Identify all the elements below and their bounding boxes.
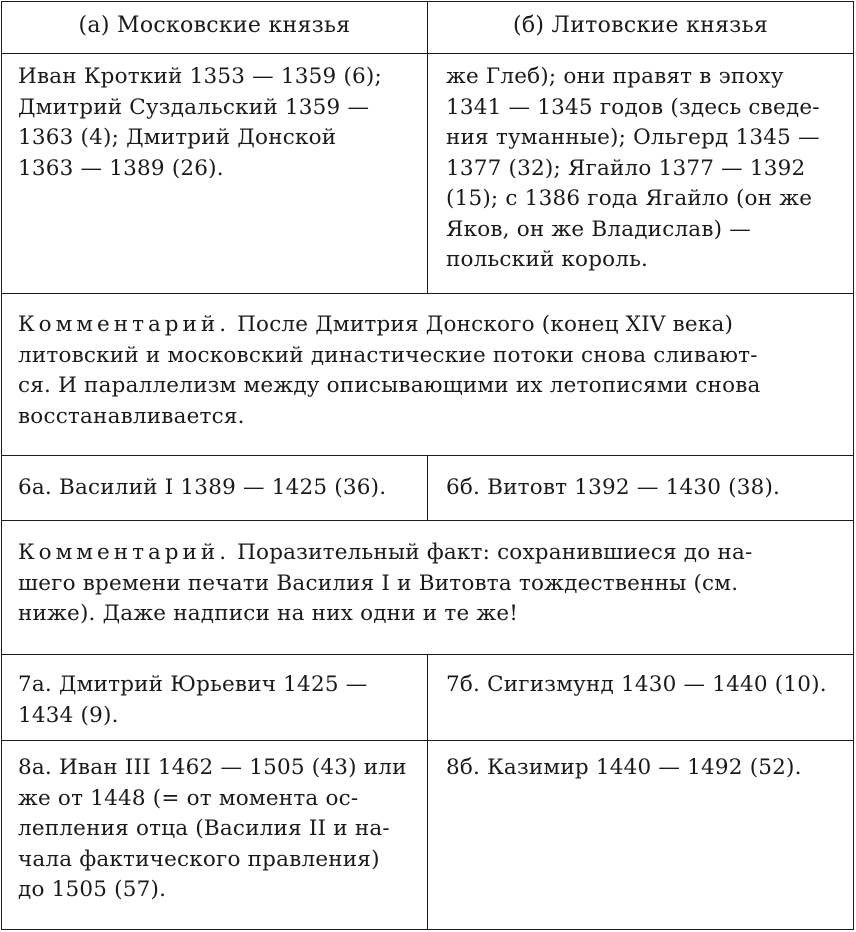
moscow-princes-cell-8 [2, 741, 428, 929]
lithuanian-princes-cell-1 [428, 54, 853, 293]
text-line: ния туманные); Ольгерд 1345 — [446, 125, 820, 150]
header-lithuanian-princes: (б) Литовские князья [512, 13, 769, 38]
comment-text: Поразительный факт: сохранившиеся до на- [230, 540, 753, 565]
text-line: 1341 — 1345 годов (здесь сведе- [446, 94, 820, 120]
text-line: 7а. Дмитрий Юрьевич 1425 — [18, 672, 368, 697]
moscow-princes-cell-7 [2, 655, 428, 740]
text-line: лепления отца (Василия II и на- [18, 816, 390, 841]
text-line: чала фактического правления) [18, 846, 380, 872]
comment-label: Комментарий. [18, 540, 231, 565]
lithuanian-princes-cell-8: 8б. Казимир 1440 — 1492 (52). [446, 755, 802, 780]
text-line: литовский и московский династические потоки снова сливают- [18, 342, 758, 368]
text-line: 8а. Иван III 1462 — 1505 (43) или [18, 755, 407, 780]
table-row-7 [2, 655, 853, 741]
text-line: же от 1448 (= от момента ос- [18, 785, 359, 811]
moscow-princes-cell-6: 6а. Василий I 1389 — 1425 (36). [2, 456, 428, 520]
header-moscow-princes: (а) Московские князья [2, 2, 428, 53]
text-line: шего времени печати Василия I и Витовта тождественны (см. [18, 570, 739, 596]
text-line: 1363 — 1389 (26). [18, 155, 224, 181]
comment-block-1 [2, 294, 853, 455]
table-row-1 [2, 54, 853, 294]
chronology-table [1, 1, 854, 930]
text-line: 1363 (4); Дмитрий Донской [18, 125, 337, 150]
comment-block-2 [2, 521, 853, 654]
text-line: Дмитрий Суздальский 1359 — [18, 94, 370, 120]
comment-row-1 [2, 294, 853, 456]
table-row-6 [2, 456, 853, 521]
text-line: до 1505 (57). [18, 877, 167, 902]
text-line: 1377 (32); Ягайло 1377 — 1392 [446, 155, 806, 181]
text-line: Яков, он же Владислав) — [446, 216, 751, 242]
text-line: ся. И параллелизм между описывающими их летописями снова [18, 373, 761, 398]
moscow-princes-cell-1 [2, 54, 428, 293]
lithuanian-princes-cell-7: 7б. Сигизмунд 1430 — 1440 (10). [446, 672, 827, 697]
comment-label: Комментарий. [18, 312, 231, 337]
table-row-8 [2, 741, 853, 929]
text-line: восстанавливается. [18, 403, 245, 429]
text-line: 1434 (9). [18, 702, 119, 728]
table-header-row [2, 2, 853, 54]
text-line: польский король. [446, 247, 649, 272]
comment-text: После Дмитрия Донского (конец XIV века) [230, 312, 734, 337]
text-line: Иван Кроткий 1353 — 1359 (6); [18, 64, 382, 89]
lithuanian-princes-cell-6: 6б. Витовт 1392 — 1430 (38). [446, 475, 781, 500]
text-line: (15); с 1386 года Ягайло (он же [446, 186, 813, 211]
text-line [18, 538, 839, 569]
text-line: же Глеб); они правят в эпоху [446, 64, 784, 89]
text-line [18, 310, 839, 341]
comment-row-2 [2, 521, 853, 655]
text-line: ниже). Даже надписи на них одни и те же! [18, 601, 519, 626]
